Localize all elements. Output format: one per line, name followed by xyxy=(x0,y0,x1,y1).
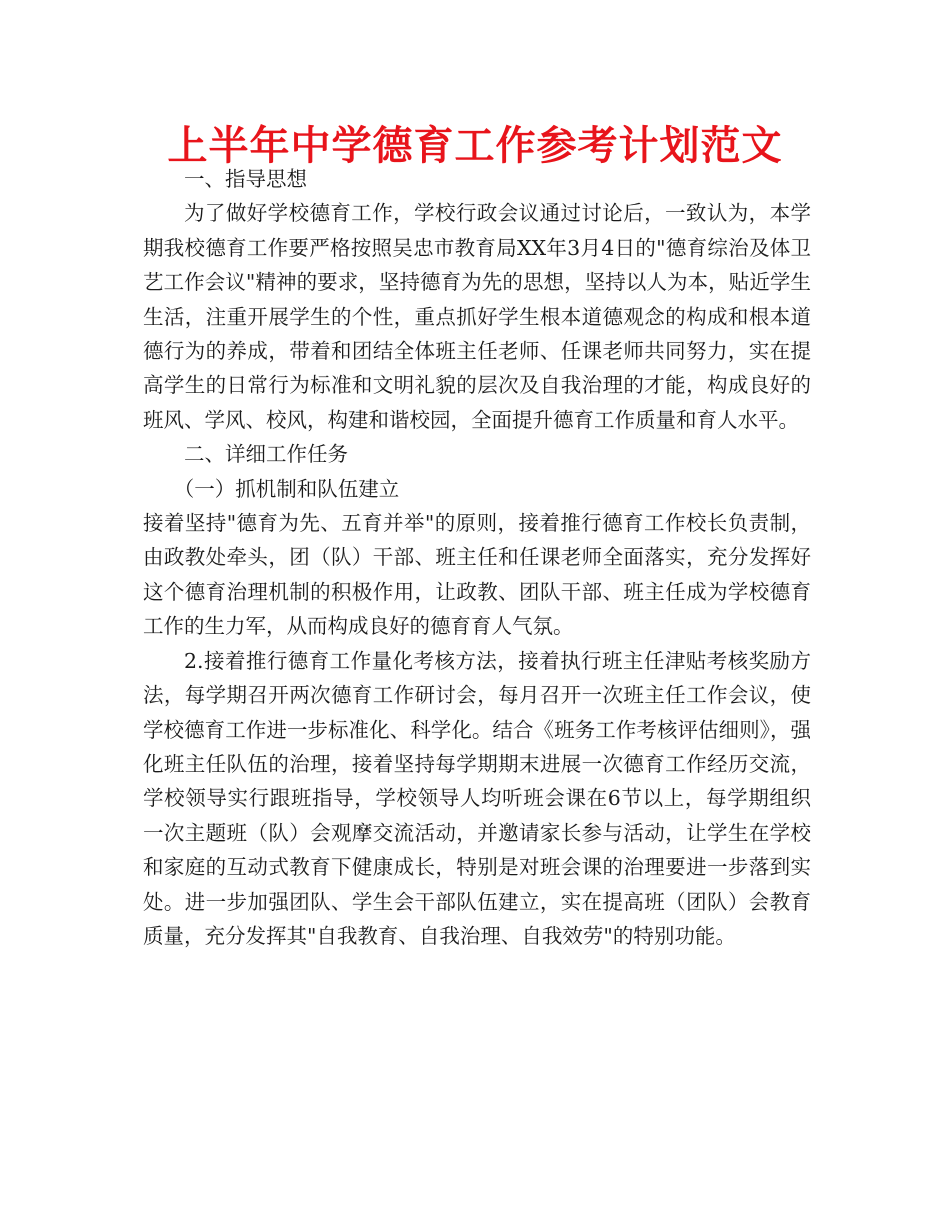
document-title: 上半年中学德育工作参考计划范文 xyxy=(167,123,783,169)
document-body xyxy=(143,162,811,953)
subsection-heading-mechanism: （一）抓机制和队伍建立 xyxy=(173,476,400,501)
section-heading-work-tasks: 二、详细工作任务 xyxy=(184,442,348,467)
paragraph-mechanism: 接着坚持"德育为先、五育并举"的原则，接着推行德育工作校长负责制，由政教处牵头，团（队）干部、班主任和任课老师全面落实，充分发挥好这个德育治理机制的积极作用，让政教、团队干部、班主任成为学校德育工作的生力军，从而构成良好的德育育人气氛。 xyxy=(143,511,811,639)
paragraph-quantified-assessment: 2.接着推行德育工作量化考核方法，接着执行班主任津贴考核奖励方法，每学期召开两次德育工作研讨会，每月召开一次班主任工作会议，使学校德育工作进一步标准化、科学化。结合《班务工作考核评估细则》，强化班主任队伍的治理，接着坚持每学期期末进展一次德育工作经历交流，学校领导实行跟班指导，学校领导人均听班会课在6节以上，每学期组织一次主题班（队）会观摩交流活动，并邀请家长参与活动，让学生在学校和家庭的互动式教育下健康成长，特别是对班会课的治理要进一步落到实处。进一步加强团队、学生会干部队伍建立，实在提高班（团队）会教育质量，充分发挥其"自我教育、自我治理、自我效劳"的特别功能。 xyxy=(143,648,811,948)
paragraph-guiding-thought: 为了做好学校德育工作，学校行政会议通过讨论后，一致认为，本学期我校德育工作要严格按照吴忠市教育局XX年3月4日的"德育综治及体卫艺工作会议"精神的要求，坚持德育为先的思想，坚持以人为本，贴近学生生活，注重开展学生的个性，重点抓好学生根本道德观念的构成和根本道德行为的养成，带着和团结全体班主任老师、任课老师共同努力，实在提高学生的日常行为标准和文明礼貌的层次及自我治理的才能，构成良好的班风、学风、校风，构建和谐校园，全面提升德育工作质量和育人水平。 xyxy=(143,201,811,432)
section-heading-guiding-thought: 一、指导思想 xyxy=(184,167,307,191)
